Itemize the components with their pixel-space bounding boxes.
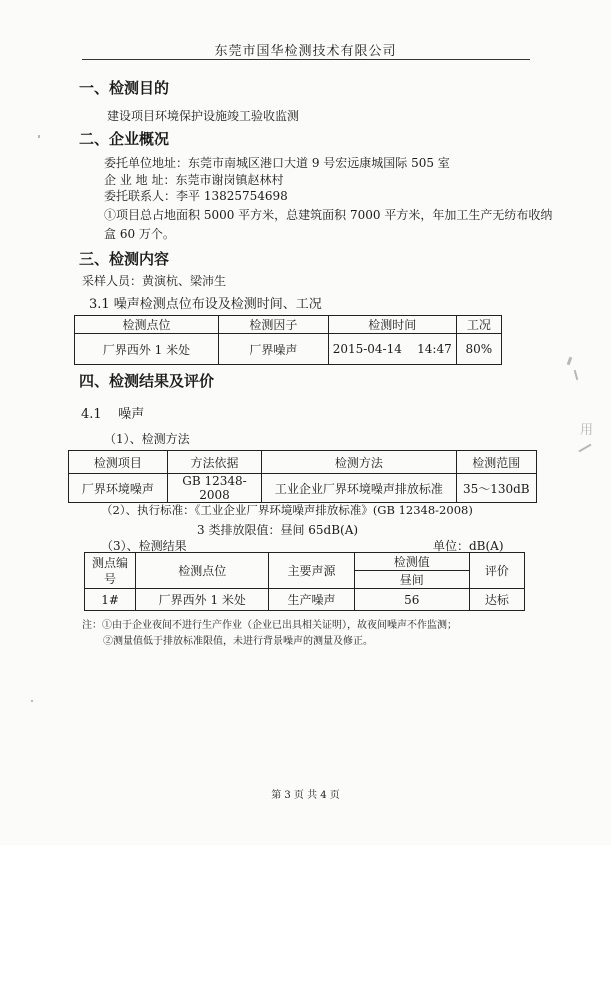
- samplers: 采样人员：黄演杭、梁沛生: [82, 274, 227, 288]
- table-cell: 厂界噪声: [219, 334, 329, 365]
- table-cell: 35～130dB: [456, 474, 536, 503]
- table-cell: 生产噪声: [269, 589, 354, 611]
- table-cell: 1#: [85, 589, 136, 611]
- company-header: 东莞市国华检测技术有限公司: [214, 44, 397, 59]
- project-summary-line-1: ①项目总占地面积 5000 平方米，总建筑面积 7000 平方米，年加工生产无纺布收纳: [104, 208, 553, 222]
- section-1-body: 建设项目环境保护设施竣工验收监测: [107, 109, 300, 123]
- table-header: 检测范围: [456, 451, 536, 474]
- table-header: 检测因子: [219, 316, 329, 334]
- subsection-3-1-title: 3.1 噪声检测点位布设及检测时间、工况: [89, 297, 322, 312]
- note-1: 注：①由于企业夜间不进行生产作业（企业已出具相关证明），故夜间噪声不作监测；: [82, 620, 457, 631]
- table-header: 检测时间: [328, 316, 456, 334]
- contact-person: 委托联系人：李平 13825754698: [104, 189, 288, 203]
- table-row: [85, 589, 525, 611]
- subsection-4-1-title: 4.1 噪声: [81, 407, 145, 422]
- table-cell: 2015-04-14 14:47: [328, 334, 456, 365]
- table-cell: 56: [354, 589, 469, 611]
- note-2: ②测量值低于排放标准限值，未进行背景噪声的测量及修正。: [103, 636, 373, 647]
- section-1-title: 一、检测目的: [79, 79, 170, 97]
- section-2-title: 二、企业概况: [79, 130, 170, 148]
- table-header: 检测值: [354, 553, 469, 571]
- table-header: 昼间: [354, 571, 469, 589]
- table-header: 工况: [456, 316, 501, 334]
- table-header: 检测点位: [136, 553, 269, 589]
- table-cell: 工业企业厂界环境噪声排放标准: [262, 474, 456, 503]
- table-row: [75, 334, 502, 365]
- table-header: 方法依据: [167, 451, 262, 474]
- method-table: [68, 450, 537, 503]
- table-header-row: [85, 553, 525, 571]
- section-3-title: 三、检测内容: [79, 250, 170, 268]
- table-header: 检测点位: [75, 316, 219, 334]
- table-header-row: [69, 451, 537, 474]
- client-address: 委托单位地址：东莞市南城区港口大道 9 号宏远康城国际 505 室: [104, 156, 450, 170]
- table-cell: GB 12348-2008: [167, 474, 262, 503]
- emission-limit: 3 类排放限值：昼间 65dB(A): [197, 523, 359, 537]
- table-cell: 厂界西外 1 米处: [75, 334, 219, 365]
- edge-character: 用: [580, 423, 594, 438]
- monitoring-points-table: [74, 315, 502, 365]
- table-header: 检测项目: [69, 451, 168, 474]
- table-row: [69, 474, 537, 503]
- table-header: 测点编号: [85, 553, 136, 589]
- table-cell: 80%: [456, 334, 501, 365]
- table-cell: 厂界环境噪声: [69, 474, 168, 503]
- table-header: 检测方法: [262, 451, 456, 474]
- results-subtitle: （3）、检测结果: [101, 539, 187, 553]
- table-header: 主要声源: [269, 553, 354, 589]
- company-address: 企 业 地 址：东莞市谢岗镇赵林村: [104, 173, 284, 187]
- page-number: 第 3 页 共 4 页: [271, 790, 340, 801]
- header-rule: [82, 59, 530, 60]
- project-summary-line-2: 盒 60 万个。: [104, 227, 175, 241]
- table-cell: 达标: [469, 589, 524, 611]
- scan-mark: [38, 135, 40, 138]
- table-cell: 厂界西外 1 米处: [136, 589, 269, 611]
- unit-label: 单位：dB(A): [433, 539, 504, 553]
- results-table: [84, 552, 525, 611]
- section-4-title: 四、检测结果及评价: [79, 372, 215, 390]
- method-subtitle: （1）、检测方法: [104, 432, 190, 446]
- table-header: 评价: [469, 553, 524, 589]
- table-header-row: [75, 316, 502, 334]
- scan-mark: [31, 700, 33, 702]
- applied-standard: （2）、执行标准：《工业企业厂界环境噪声排放标准》(GB 12348-2008): [101, 503, 473, 517]
